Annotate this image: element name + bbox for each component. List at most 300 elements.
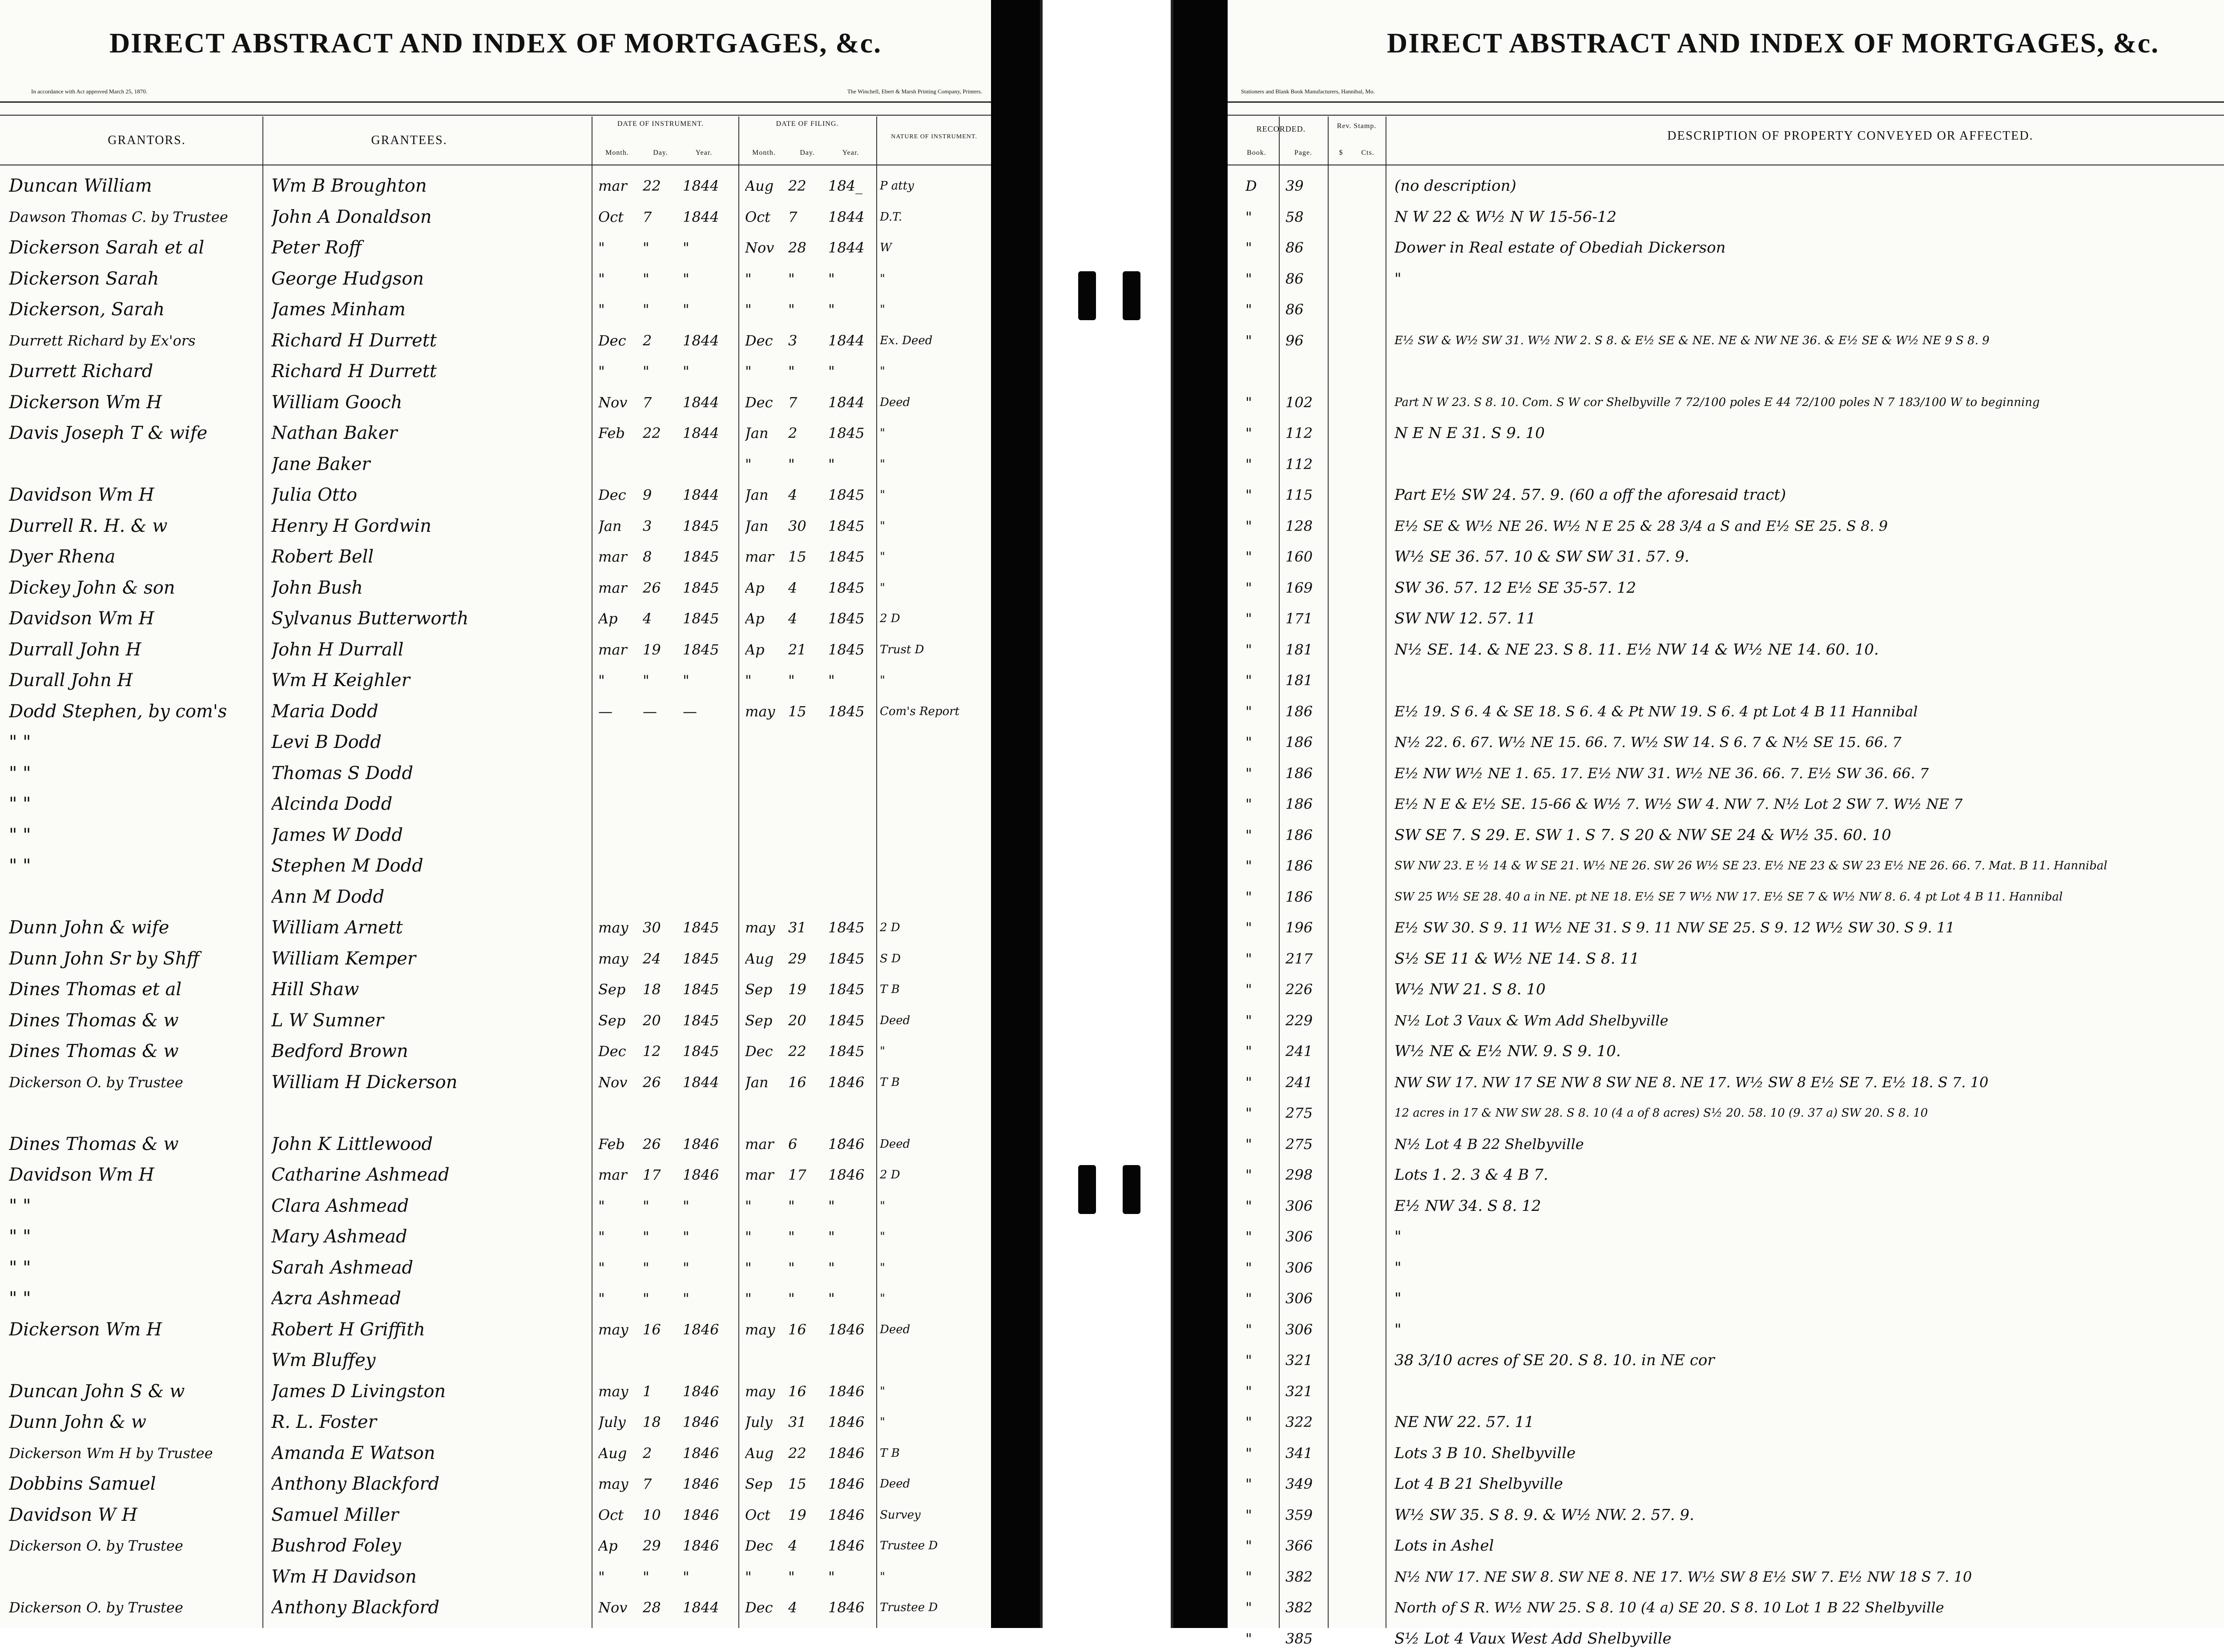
book-cell: " xyxy=(1245,888,1252,905)
filing-month-cell: " xyxy=(745,672,752,689)
description-cell: SW NW 12. 57. 11 xyxy=(1394,610,1536,627)
instrument-day-cell: 4 xyxy=(643,610,652,627)
table-row xyxy=(1228,1409,2224,1435)
grantee-cell: Ann M Dodd xyxy=(271,886,385,907)
description-cell: SW NW 23. E ½ 14 & W SE 21. W½ NE 26. SW 26 W½ SE 23. E½ NE 23 & SW 23 E½ NE 26. 66. 7. Mat. B 11. Hannibal xyxy=(1394,859,2107,872)
table-row xyxy=(0,1471,991,1497)
table-row xyxy=(1228,296,2224,323)
grantor-cell: Dickey John & son xyxy=(9,577,175,598)
table-row xyxy=(0,1223,991,1250)
filing-day-cell: " xyxy=(788,1568,795,1585)
page-cell: 186 xyxy=(1285,764,1313,782)
instrument-year-cell: 1844 xyxy=(683,1599,719,1616)
nature-cell: " xyxy=(880,272,885,285)
instrument-day-cell: 18 xyxy=(643,1414,661,1431)
book-cell: " xyxy=(1245,301,1252,318)
instrument-year-cell: " xyxy=(683,1228,689,1245)
grantor-cell: Dunn John Sr by Shff xyxy=(9,948,200,969)
table-row xyxy=(1228,204,2224,230)
page-cell: 96 xyxy=(1285,332,1304,349)
filing-year-cell: 1846 xyxy=(828,1599,865,1616)
grantee-cell: Jane Baker xyxy=(271,454,371,474)
grantee-cell: Wm Bluffey xyxy=(271,1350,376,1371)
grantor-cell: Dodd Stephen, by com's xyxy=(9,701,227,722)
table-row xyxy=(1228,1625,2224,1652)
filing-year-cell: 1846 xyxy=(828,1073,865,1091)
description-cell: N½ Lot 4 B 22 Shelbyville xyxy=(1394,1135,1584,1153)
instrument-day-cell: 7 xyxy=(643,1475,652,1492)
page-cell: 186 xyxy=(1285,826,1313,844)
filing-day-cell: 31 xyxy=(788,1414,806,1431)
book-cell: " xyxy=(1245,796,1252,812)
table-row xyxy=(1228,667,2224,694)
grantee-cell: Levi B Dodd xyxy=(271,732,382,752)
table-row xyxy=(0,1409,991,1435)
grantor-cell: Dickerson Sarah et al xyxy=(9,237,205,258)
filing-month-cell: Sep xyxy=(745,1475,773,1492)
description-cell: North of S R. W½ NW 25. S 8. 10 (4 a) SE 20. S 8. 10 Lot 1 B 22 Shelbyville xyxy=(1394,1599,1944,1616)
book-header: Book. xyxy=(1247,149,1266,157)
table-row xyxy=(0,1193,991,1219)
page-cell: 102 xyxy=(1285,394,1313,411)
page-cell: 217 xyxy=(1285,950,1313,967)
table-row xyxy=(1228,1564,2224,1590)
page-cell: 160 xyxy=(1285,548,1313,565)
month-header: Month. xyxy=(605,149,629,157)
book-cell: " xyxy=(1245,486,1252,503)
grantee-cell: James D Livingston xyxy=(271,1381,446,1402)
month-header: Month. xyxy=(752,149,776,157)
instrument-year-cell: 1846 xyxy=(683,1321,719,1338)
filing-month-cell: mar xyxy=(745,548,774,565)
nature-cell: 2 D xyxy=(880,612,900,625)
description-cell: N½ SE. 14. & NE 23. S 8. 11. E½ NW 14 & W½ NE 14. 60. 10. xyxy=(1394,640,1879,659)
table-row xyxy=(0,1007,991,1034)
grantor-cell: " " xyxy=(9,763,31,784)
page-cell: 385 xyxy=(1285,1630,1313,1647)
instrument-month-cell: Dec xyxy=(598,332,626,349)
book-cell: " xyxy=(1245,610,1252,627)
nature-cell: " xyxy=(880,457,885,471)
nature-cell: " xyxy=(880,1570,885,1584)
page-cell: 128 xyxy=(1285,517,1313,535)
grantor-cell: " " xyxy=(9,794,31,814)
instrument-day-cell: " xyxy=(643,301,649,318)
instrument-year-cell: " xyxy=(683,1290,689,1307)
grantor-cell: " " xyxy=(9,1257,31,1278)
description-cell: E½ N E & E½ SE. 15-66 & W½ 7. W½ SW 4. NW 7. N½ Lot 2 SW 7. W½ NE 7 xyxy=(1394,796,1963,812)
grantee-cell: Wm H Davidson xyxy=(271,1566,417,1587)
description-cell: Lot 4 B 21 Shelbyville xyxy=(1394,1475,1563,1493)
filing-month-cell: Jan xyxy=(745,425,769,442)
grantor-cell: " " xyxy=(9,1195,31,1216)
table-row xyxy=(1228,234,2224,261)
instrument-month-cell: Oct xyxy=(598,1506,624,1523)
page-cell: 321 xyxy=(1285,1352,1313,1369)
filing-month-cell: mar xyxy=(745,1166,774,1183)
instrument-year-cell: 1846 xyxy=(683,1135,719,1153)
maker-note: Stationers and Blank Book Manufacturers, Hannibal, Mo. xyxy=(1241,88,1375,95)
description-cell: SW 25 W½ SE 28. 40 a in NE. pt NE 18. E½ SE 7 W½ NW 17. E½ SE 7 & W½ NW 8. 6. 4 pt Lot 4 B 11. Hannibal xyxy=(1394,890,2063,904)
table-row xyxy=(1228,1347,2224,1374)
binding-gutter xyxy=(991,0,1040,1628)
page-cell: 112 xyxy=(1285,455,1313,473)
grantors-header: GRANTORS. xyxy=(108,133,186,147)
nature-cell: " xyxy=(880,303,885,316)
filing-day-cell: 29 xyxy=(788,950,806,967)
filing-day-cell: 4 xyxy=(788,579,798,596)
page-cell: 359 xyxy=(1285,1506,1313,1523)
instrument-month-cell: Ap xyxy=(598,610,618,627)
page-cell: 341 xyxy=(1285,1444,1313,1462)
grantee-cell: Stephen M Dodd xyxy=(271,856,423,876)
book-cell: " xyxy=(1245,1197,1252,1214)
book-cell: " xyxy=(1245,826,1252,844)
table-row xyxy=(1228,729,2224,756)
table-row xyxy=(1228,482,2224,508)
filing-month-cell: Oct xyxy=(745,208,771,225)
grantor-cell: Dickerson, Sarah xyxy=(9,299,165,320)
nature-cell: Ex. Deed xyxy=(880,334,933,347)
description-cell: Part N W 23. S 8. 10. Com. S W cor Shelbyville 7 72/100 poles E 44 72/100 poles N 7 183/100 W to beginning xyxy=(1394,395,2040,409)
table-row xyxy=(1228,791,2224,817)
table-row xyxy=(0,1594,991,1621)
filing-month-cell: Jan xyxy=(745,517,769,535)
filing-day-cell: 7 xyxy=(788,208,798,225)
grantor-cell: Dines Thomas & w xyxy=(9,1010,179,1031)
instrument-day-cell: " xyxy=(643,239,649,256)
page-cell: 169 xyxy=(1285,579,1313,596)
filing-month-cell: " xyxy=(745,270,752,287)
filing-month-cell: " xyxy=(745,301,752,318)
table-row xyxy=(1228,884,2224,910)
nature-cell: Deed xyxy=(880,1477,911,1491)
printer-note: The Winchell, Ebert & Marsh Printing Company, Printers. xyxy=(847,88,982,95)
instrument-year-cell: 1846 xyxy=(683,1444,719,1462)
instrument-month-cell: Dec xyxy=(598,486,626,503)
table-row xyxy=(1228,945,2224,972)
instrument-year-cell: 1845 xyxy=(683,1043,719,1060)
instrument-year-cell: 1844 xyxy=(683,177,719,194)
book-cell: " xyxy=(1245,1630,1252,1647)
instrument-month-cell: Jan xyxy=(598,517,622,535)
filing-day-cell: 15 xyxy=(788,703,806,720)
instrument-year-cell: " xyxy=(683,270,689,287)
instrument-day-cell: " xyxy=(643,1290,649,1307)
table-row xyxy=(0,791,991,817)
instrument-year-cell: 1844 xyxy=(683,425,719,442)
grantor-cell: " " xyxy=(9,732,31,752)
table-row xyxy=(1228,822,2224,848)
grantor-cell: Davidson W H xyxy=(9,1504,137,1525)
filing-year-cell: 1846 xyxy=(828,1321,865,1338)
table-row xyxy=(0,1502,991,1528)
page-cell: 86 xyxy=(1285,239,1304,256)
table-row xyxy=(0,1285,991,1312)
filing-month-cell: " xyxy=(745,1568,752,1585)
description-cell: " xyxy=(1394,1228,1402,1246)
instrument-month-cell: may xyxy=(598,1475,629,1492)
grantee-cell: William H Dickerson xyxy=(271,1072,458,1093)
filing-year-cell: 184_ xyxy=(828,177,863,194)
book-cell: " xyxy=(1245,517,1252,535)
nature-cell: " xyxy=(880,1199,885,1213)
page-cell: 298 xyxy=(1285,1166,1313,1183)
book-cell: " xyxy=(1245,1321,1252,1338)
instrument-day-cell: 30 xyxy=(643,919,661,936)
rev-stamp-header: Rev. Stamp. xyxy=(1337,122,1377,130)
filing-year-cell: 1846 xyxy=(828,1414,865,1431)
page-cell: 181 xyxy=(1285,672,1313,689)
table-row xyxy=(1228,513,2224,539)
grantees-header: GRANTEES. xyxy=(371,133,447,147)
page-cell: 275 xyxy=(1285,1135,1313,1153)
instrument-month-cell: Sep xyxy=(598,981,626,998)
grantor-cell: Dines Thomas & w xyxy=(9,1041,179,1061)
book-cell: " xyxy=(1245,1568,1252,1585)
nature-cell: Deed xyxy=(880,1322,911,1336)
filing-month-cell: Dec xyxy=(745,1599,773,1616)
filing-day-cell: 28 xyxy=(788,239,806,256)
instrument-year-cell: 1846 xyxy=(683,1166,719,1183)
page-cell: 186 xyxy=(1285,888,1313,905)
book-cell: " xyxy=(1245,1599,1252,1616)
book-cell: " xyxy=(1245,208,1252,225)
grantor-cell: Dickerson O. by Trustee xyxy=(9,1537,183,1554)
table-row xyxy=(1228,1254,2224,1281)
filing-day-cell: 19 xyxy=(788,981,806,998)
nature-cell: " xyxy=(880,365,885,378)
filing-year-cell: 1846 xyxy=(828,1383,865,1400)
page-cell: 241 xyxy=(1285,1043,1313,1060)
instrument-month-cell: may xyxy=(598,950,629,967)
page-cell: 181 xyxy=(1285,641,1313,658)
filing-day-cell: 30 xyxy=(788,517,806,535)
page-cell: 229 xyxy=(1285,1012,1313,1029)
grantee-cell: Wm B Broughton xyxy=(271,176,427,196)
page-cell: 171 xyxy=(1285,610,1313,627)
nature-header: NATURE OF INSTRUMENT. xyxy=(891,133,977,140)
instrument-month-cell: Nov xyxy=(598,1073,628,1091)
nature-cell: " xyxy=(880,488,885,502)
instrument-month-cell: Nov xyxy=(598,1599,628,1616)
table-row xyxy=(0,1440,991,1467)
header-rule xyxy=(1228,101,2224,103)
filing-day-cell: 4 xyxy=(788,1599,798,1616)
grantee-cell: Thomas S Dodd xyxy=(271,763,414,784)
instrument-day-cell: 18 xyxy=(643,981,661,998)
table-row xyxy=(1228,1007,2224,1034)
table-row xyxy=(1228,636,2224,663)
filing-month-cell: " xyxy=(745,1228,752,1245)
table-row xyxy=(1228,173,2224,199)
description-cell: W½ NW 21. S 8. 10 xyxy=(1394,981,1546,998)
table-row xyxy=(0,1100,991,1126)
instrument-month-cell: may xyxy=(598,1383,629,1400)
grantor-cell: " " xyxy=(9,856,31,876)
table-row xyxy=(0,1254,991,1281)
page-cell: 349 xyxy=(1285,1475,1313,1492)
grantor-cell: Durrall John H xyxy=(9,639,141,660)
table-row xyxy=(0,698,991,725)
grantee-cell: John H Durrall xyxy=(271,639,404,660)
filing-month-cell: Ap xyxy=(745,641,765,658)
book-cell: " xyxy=(1245,579,1252,596)
table-row xyxy=(1228,1594,2224,1621)
instrument-day-cell: 7 xyxy=(643,208,652,225)
table-row xyxy=(1228,976,2224,1003)
filing-day-cell: 22 xyxy=(788,1043,806,1060)
day-header: Day. xyxy=(653,149,668,157)
instrument-year-cell: 1845 xyxy=(683,579,719,596)
book-cell: D xyxy=(1245,177,1257,194)
binding-hole xyxy=(1123,1165,1140,1214)
instrument-month-cell: Dec xyxy=(598,1043,626,1060)
grantee-cell: Bushrod Foley xyxy=(271,1535,401,1556)
instrument-year-cell: " xyxy=(683,1568,689,1585)
nature-cell: 2 D xyxy=(880,921,900,934)
book-cell: " xyxy=(1245,1444,1252,1462)
book-cell: " xyxy=(1245,981,1252,998)
header-rule xyxy=(0,115,991,116)
table-row xyxy=(0,482,991,508)
instrument-day-cell: 24 xyxy=(643,950,661,967)
nature-cell: " xyxy=(880,1384,885,1398)
grantee-cell: Amanda E Watson xyxy=(271,1443,435,1463)
instrument-day-cell: " xyxy=(643,363,649,380)
right-page-title: DIRECT ABSTRACT AND INDEX OF MORTGAGES, &c. xyxy=(1386,27,2160,59)
filing-month-cell: mar xyxy=(745,1135,774,1153)
grantor-cell: Davidson Wm H xyxy=(9,1165,154,1185)
description-cell: 38 3/10 acres of SE 20. S 8. 10. in NE cor xyxy=(1394,1351,1715,1369)
filing-year-cell: 1845 xyxy=(828,610,865,627)
filing-month-cell: Ap xyxy=(745,579,765,596)
instrument-day-cell: " xyxy=(643,1259,649,1276)
instrument-year-cell: 1844 xyxy=(683,332,719,349)
nature-cell: S D xyxy=(880,952,901,965)
table-row xyxy=(1228,389,2224,416)
header-rule xyxy=(0,101,991,103)
filing-year-cell: " xyxy=(828,301,835,318)
filing-day-cell: 15 xyxy=(788,1475,806,1492)
filing-year-cell: 1845 xyxy=(828,703,865,720)
filing-day-cell: 21 xyxy=(788,641,806,658)
table-row xyxy=(1228,1162,2224,1188)
filing-month-cell: Sep xyxy=(745,1012,773,1029)
table-row xyxy=(1228,1285,2224,1312)
instrument-day-cell: 8 xyxy=(643,548,652,565)
table-row xyxy=(0,389,991,416)
instrument-day-cell: — xyxy=(643,703,657,720)
table-row xyxy=(1228,1038,2224,1065)
grantee-cell: Peter Roff xyxy=(271,237,362,258)
book-cell: " xyxy=(1245,1414,1252,1431)
page-cell: 186 xyxy=(1285,796,1313,812)
book-cell: " xyxy=(1245,425,1252,442)
grantee-cell: Nathan Baker xyxy=(271,423,398,443)
nature-cell: " xyxy=(880,674,885,687)
table-row xyxy=(0,1131,991,1158)
page-cell: 306 xyxy=(1285,1321,1313,1338)
grantee-cell: William Kemper xyxy=(271,948,416,969)
table-row xyxy=(0,420,991,446)
instrument-month-cell: Sep xyxy=(598,1012,626,1029)
nature-cell: " xyxy=(880,1045,885,1058)
filing-month-cell: Sep xyxy=(745,981,773,998)
filing-year-cell: " xyxy=(828,1197,835,1214)
nature-cell: T B xyxy=(880,983,900,996)
filing-year-cell: " xyxy=(828,1228,835,1245)
nature-cell: " xyxy=(880,1261,885,1274)
instrument-day-cell: " xyxy=(643,672,649,689)
binding-hole xyxy=(1078,271,1096,320)
grantee-cell: John Bush xyxy=(271,577,363,598)
table-row xyxy=(1228,1131,2224,1158)
description-cell: E½ SW & W½ SW 31. W½ NW 2. S 8. & E½ SE & NE. NE & NW NE 36. & E½ SE & W½ NE 9 S 8. 9 xyxy=(1394,334,1990,347)
table-row xyxy=(1228,1069,2224,1096)
table-row xyxy=(1228,1223,2224,1250)
table-row xyxy=(1228,420,2224,446)
grantee-cell: Julia Otto xyxy=(271,485,357,505)
book-cell: " xyxy=(1245,270,1252,287)
page-header: Page. xyxy=(1294,149,1313,157)
filing-year-cell: 1846 xyxy=(828,1475,865,1492)
grantee-cell: Hill Shaw xyxy=(271,979,359,1000)
grantor-cell: Duncan John S & w xyxy=(9,1381,185,1402)
book-cell: " xyxy=(1245,1290,1252,1307)
description-cell: N E N E 31. S 9. 10 xyxy=(1394,424,1545,442)
book-cell: " xyxy=(1245,1537,1252,1554)
grantee-cell: Catharine Ashmead xyxy=(271,1165,450,1185)
instrument-month-cell: " xyxy=(598,363,605,380)
grantor-cell: " " xyxy=(9,1288,31,1309)
instrument-year-cell: 1846 xyxy=(683,1414,719,1431)
book-cell: " xyxy=(1245,394,1252,411)
description-cell: S½ Lot 4 Vaux West Add Shelbyville xyxy=(1394,1629,1672,1648)
instrument-day-cell: 28 xyxy=(643,1599,661,1616)
nature-cell: " xyxy=(880,581,885,595)
filing-month-cell: Dec xyxy=(745,1537,773,1554)
filing-year-cell: " xyxy=(828,270,835,287)
instrument-month-cell: " xyxy=(598,1197,605,1214)
instrument-year-cell: 1845 xyxy=(683,548,719,565)
instrument-month-cell: mar xyxy=(598,1166,627,1183)
book-cell: " xyxy=(1245,1166,1252,1183)
filing-year-cell: " xyxy=(828,363,835,380)
table-row xyxy=(0,234,991,261)
act-note: In accordance with Act approved March 25, 1870. xyxy=(31,88,147,95)
grantee-cell: Samuel Miller xyxy=(271,1504,399,1525)
instrument-month-cell: — xyxy=(598,703,612,720)
grantor-cell: Dickerson Wm H xyxy=(9,1319,162,1340)
year-header: Year. xyxy=(695,149,713,157)
description-cell: N½ 22. 6. 67. W½ NE 15. 66. 7. W½ SW 14. S 6. 7 & N½ SE 15. 66. 7 xyxy=(1394,734,1902,751)
filing-year-cell: 1845 xyxy=(828,548,865,565)
grantee-cell: James W Dodd xyxy=(271,824,403,845)
grantee-cell: Alcinda Dodd xyxy=(271,794,393,814)
filing-year-cell: 1845 xyxy=(828,1012,865,1029)
grantee-cell: L W Sumner xyxy=(271,1010,384,1031)
book-cell: " xyxy=(1245,672,1252,689)
filing-year-cell: 1845 xyxy=(828,950,865,967)
description-cell: E½ SW 30. S 9. 11 W½ NE 31. S 9. 11 NW SE 25. S 9. 12 W½ SW 30. S 9. 11 xyxy=(1394,919,1955,936)
grantor-cell: Davis Joseph T & wife xyxy=(9,423,208,443)
filing-day-cell: " xyxy=(788,455,795,473)
filing-year-cell: 1845 xyxy=(828,641,865,658)
filing-month-cell: may xyxy=(745,703,775,720)
instrument-day-cell: 19 xyxy=(643,641,661,658)
grantee-cell: Robert H Griffith xyxy=(271,1319,425,1340)
